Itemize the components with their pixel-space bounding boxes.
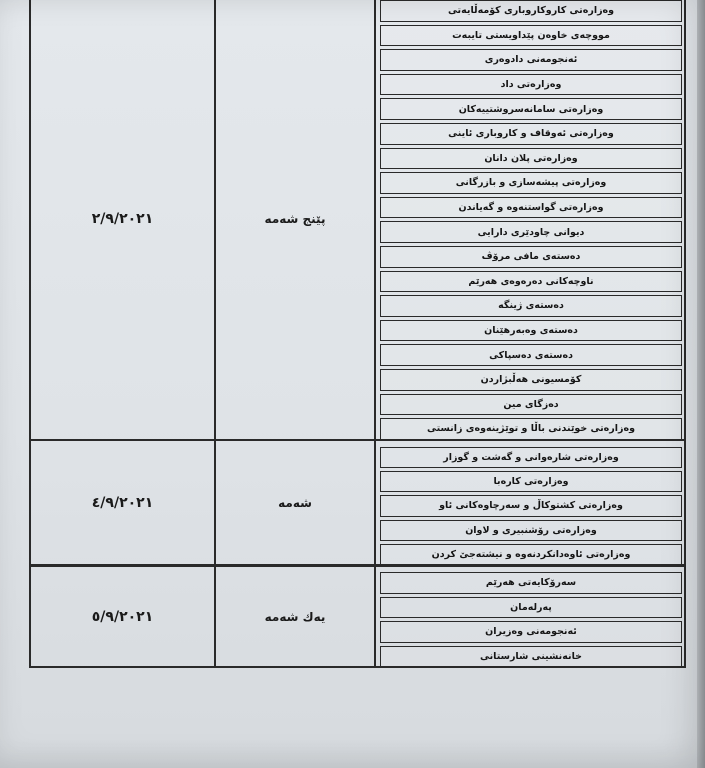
ministry-name: دەزگای مین bbox=[503, 398, 559, 410]
ministry-name: وەزارەتی رۆشنبیری و لاوان bbox=[465, 524, 597, 536]
ministry-row bbox=[380, 320, 682, 342]
ministry-name: وەزارەتی شارەوانی و گەشت و گوزار bbox=[443, 452, 619, 464]
ministry-name: وەزارەتی خوێندنی باڵا و توێژینەوەی زانستی bbox=[427, 423, 635, 435]
ministry-list bbox=[380, 567, 684, 666]
ministry-row bbox=[380, 471, 682, 492]
ministry-row bbox=[380, 49, 682, 71]
ministry-name: پەرلەمان bbox=[510, 601, 552, 613]
ministry-name: وەزارەتی كشتوكاڵ و سەرچاوەكانی ئاو bbox=[439, 500, 623, 512]
ministry-name: وەزارەتی كاروكاروباری كۆمەڵایەتی bbox=[447, 5, 615, 17]
ministry-name: دەستەی وەبەرهێنان bbox=[484, 325, 578, 337]
schedule-day: یەك شەمە bbox=[216, 567, 376, 666]
ministry-name: وەزارەتی داد bbox=[500, 79, 562, 91]
ministry-name: خانەنشینی شارستانی bbox=[480, 651, 582, 663]
ministry-row bbox=[380, 344, 682, 366]
schedule-day: پێنج شەمە bbox=[216, 0, 376, 439]
ministry-name: وەزارەتی پلان دانان bbox=[484, 152, 578, 164]
ministry-row bbox=[380, 418, 682, 440]
ministry-row bbox=[380, 544, 682, 565]
ministry-list bbox=[380, 441, 684, 564]
ministry-name: ئەنجومەنی دادوەری bbox=[484, 54, 578, 66]
page-edge-shadow bbox=[697, 0, 705, 768]
schedule-date: ٢/٩/٢٠٢١ bbox=[31, 0, 216, 439]
ministry-row bbox=[380, 369, 682, 391]
ministry-row bbox=[380, 646, 682, 668]
ministry-row bbox=[380, 123, 682, 145]
ministry-row bbox=[380, 271, 682, 293]
ministry-name: دیوانی چاودێری دارایی bbox=[477, 226, 585, 238]
ministry-name: وەزارەتی پیشەسازی و بازرگانی bbox=[455, 177, 607, 189]
ministry-row bbox=[380, 495, 682, 516]
ministry-row bbox=[380, 148, 682, 170]
ministry-name: وەزارەتی ئاوەدانكردنەوە و نیشتەجێ كردن bbox=[431, 548, 631, 560]
ministry-row bbox=[380, 246, 682, 268]
schedule-day: شەمە bbox=[216, 441, 376, 564]
ministry-name: دەستەی دەسپاكی bbox=[489, 349, 573, 361]
ministry-row bbox=[380, 597, 682, 619]
ministry-name: مووچەی خاوەن پێداویستی تایبەت bbox=[452, 29, 610, 41]
schedule-section-3 bbox=[29, 565, 686, 668]
ministry-row bbox=[380, 197, 682, 219]
ministry-name: سەرۆكایەتی هەرێم bbox=[485, 577, 577, 589]
schedule-section-1 bbox=[29, 0, 686, 441]
ministry-name: كۆمسیونی هەڵبژاردن bbox=[480, 374, 582, 386]
schedule-section-2 bbox=[29, 439, 686, 566]
ministry-name: وەزارەتی گواستنەوە و گەیاندن bbox=[458, 202, 604, 214]
ministry-row bbox=[380, 621, 682, 643]
ministry-name: وەزارەتی ئەوقاف و كاروباری ئاینی bbox=[448, 128, 614, 140]
ministry-row bbox=[380, 221, 682, 243]
ministry-row bbox=[380, 74, 682, 96]
ministry-row bbox=[380, 447, 682, 468]
schedule-date: ٤/٩/٢٠٢١ bbox=[31, 441, 216, 564]
ministry-list bbox=[380, 0, 684, 439]
ministry-name: دەستەی مافی مرۆڤ bbox=[481, 251, 581, 263]
ministry-row bbox=[380, 572, 682, 594]
ministry-name: ئەنجومەنی وەزیران bbox=[485, 626, 577, 638]
ministry-row bbox=[380, 98, 682, 120]
ministry-row bbox=[380, 520, 682, 541]
schedule-date: ٥/٩/٢٠٢١ bbox=[31, 567, 216, 666]
ministry-row bbox=[380, 0, 682, 22]
ministry-row bbox=[380, 295, 682, 317]
ministry-name: وەزارەتی سامانەسروشتییەكان bbox=[458, 103, 604, 115]
ministry-name: دەستەی ژینگە bbox=[498, 300, 564, 312]
ministry-row bbox=[380, 25, 682, 47]
ministry-name: ناوچەكانی دەرەوەی هەرێم bbox=[468, 275, 594, 287]
ministry-name: وەزارەتی كارەبا bbox=[493, 476, 569, 488]
ministry-row bbox=[380, 172, 682, 194]
ministry-row bbox=[380, 394, 682, 416]
